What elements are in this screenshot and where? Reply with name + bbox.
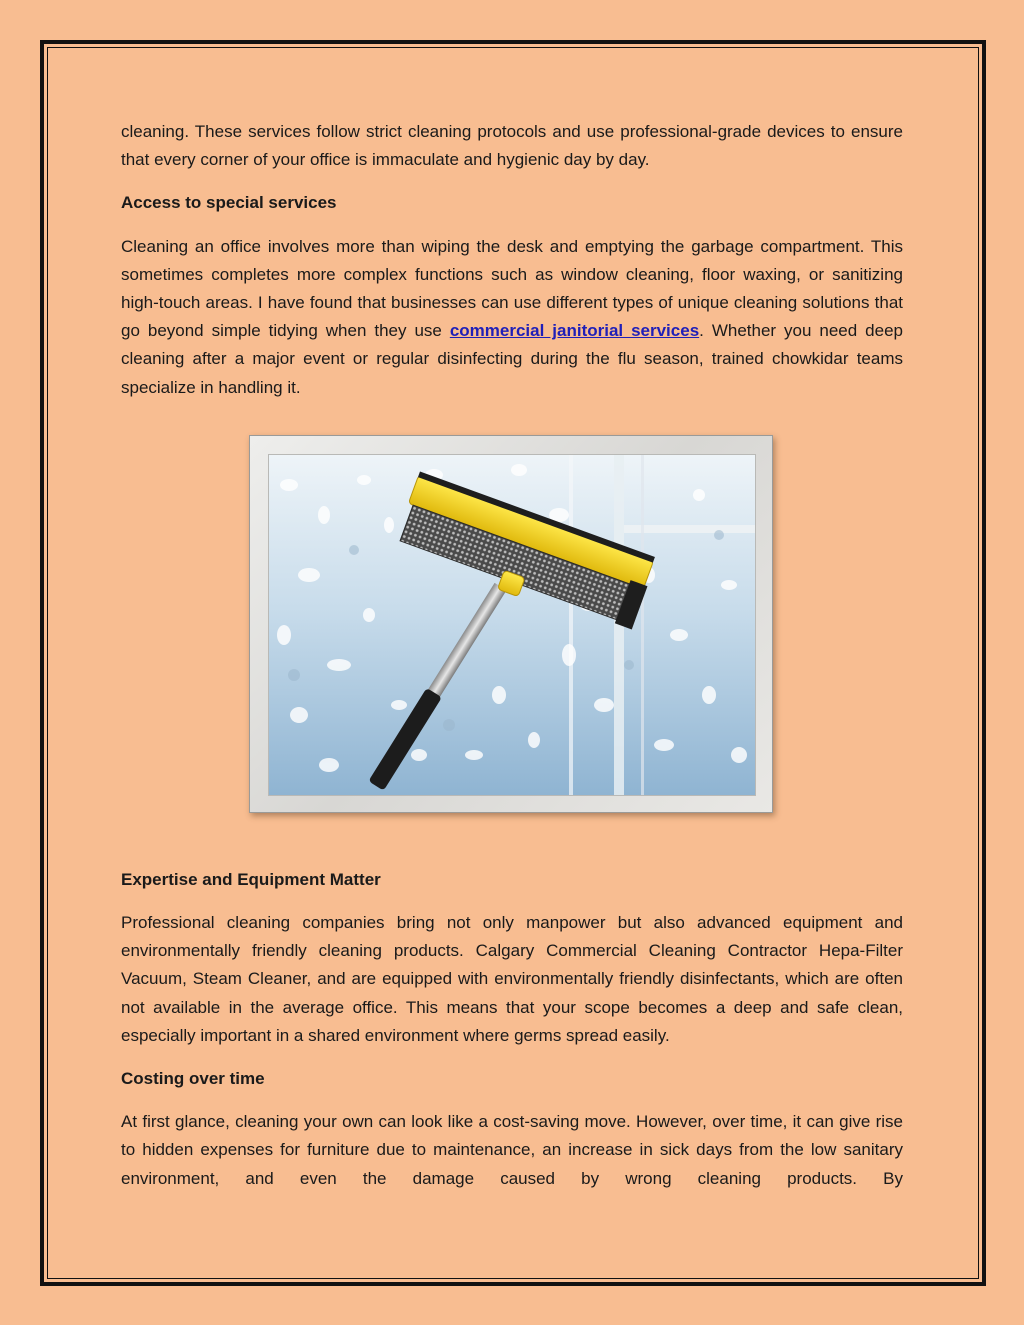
costing-heading: Costing over time <box>121 1069 265 1089</box>
article-body <box>121 118 903 1208</box>
intro-paragraph: cleaning. These services follow strict cleaning protocols and use professional-grade devices to ensure that every corner of your office is immaculate and hygienic day by day. <box>121 122 903 170</box>
costing-paragraph: At first glance, cleaning your own can look like a cost-saving move. However, over time, it can give rise to hidden expenses for furniture due to maintenance, an increase in sick days from the low sanitary environment, and even the damage caused by wrong cleaning products. By <box>121 1112 903 1188</box>
squeegee-illustration <box>269 455 755 795</box>
expertise-heading: Expertise and Equipment Matter <box>121 869 381 889</box>
special-services-text-a: Cleaning an office involves more than wiping the desk and emptying the garbage compartment. This sometimes completes more complex functions such as window cleaning, floor waxing, or sanitizing high-touch areas. I have found that businesses can use different types of unique cleaning solutions that go beyond simple tidying when they use <box>121 236 903 341</box>
photo-frame <box>249 435 773 813</box>
special-services-paragraph <box>121 233 903 402</box>
special-services-text-b: . Whether you need deep cleaning after a major event or regular disinfecting during the flu season, trained chowkidar teams specialize in handling it. <box>121 321 903 397</box>
figure-container <box>121 435 903 835</box>
commercial-janitorial-services-link[interactable]: commercial janitorial services <box>449 321 700 341</box>
window-squeegee-photo <box>268 454 756 796</box>
expertise-paragraph: Professional cleaning companies bring not only manpower but also advanced equipment and environmentally friendly cleaning products. Calgary Commercial Cleaning Contractor Hepa-Filter Vacuum, Steam Cleaner, and are equipped with environmentally friendly disinfectants, which are often not available in the average office. This means that your scope becomes a deep and safe clean, especially important in a shared environment where germs spread easily. <box>121 913 903 1045</box>
special-services-heading: Access to special services <box>121 193 337 213</box>
